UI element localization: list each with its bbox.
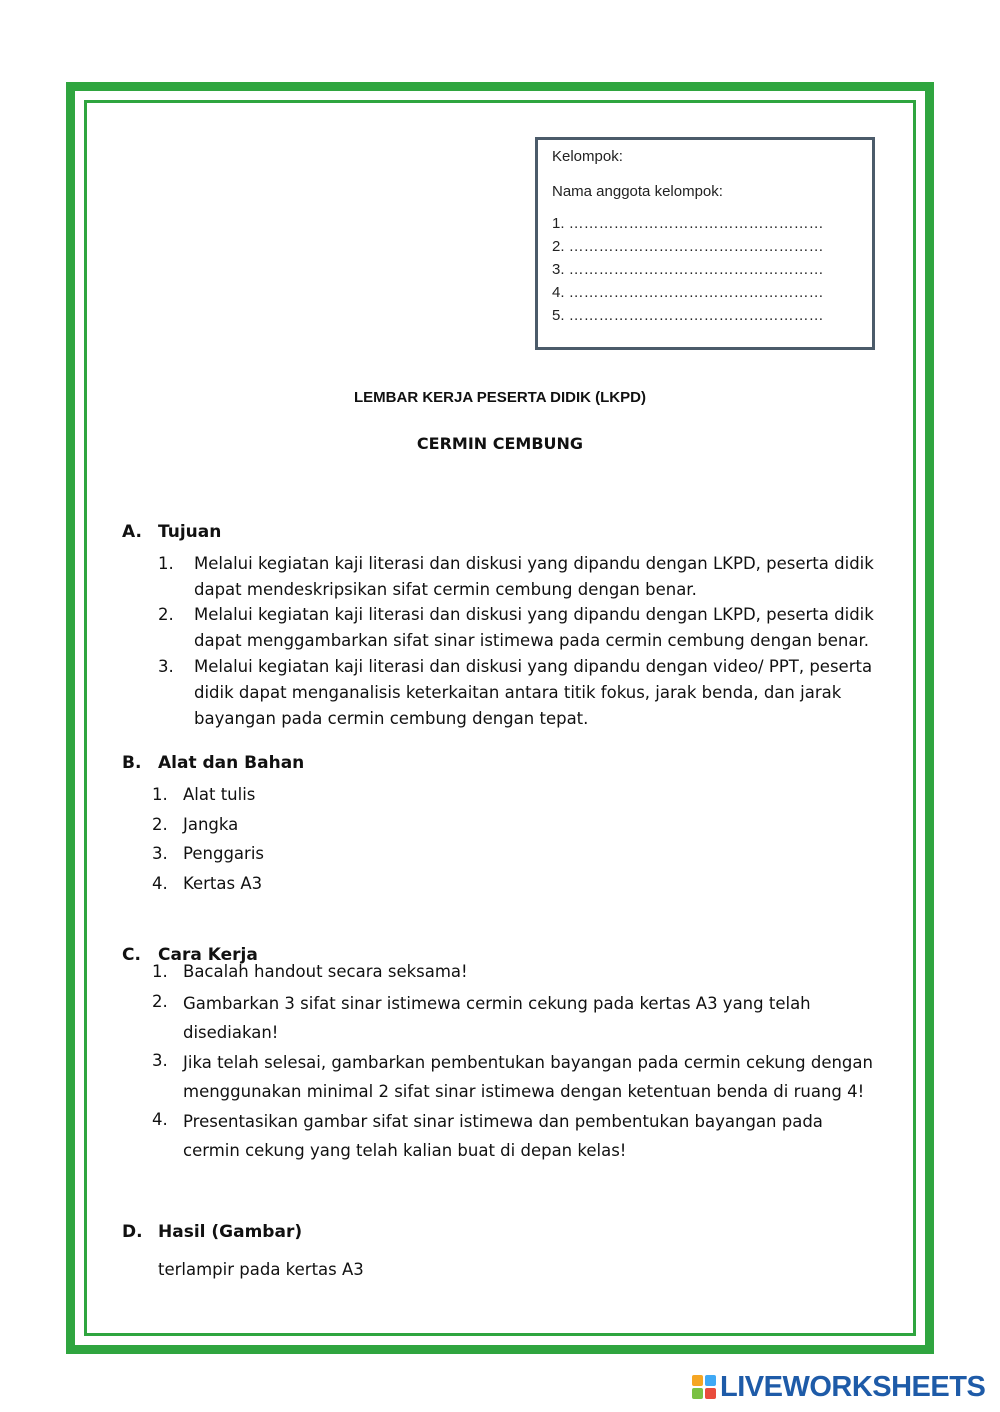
c-item-2-text: [183, 989, 811, 1047]
b-item-2-num: 2.: [152, 815, 168, 834]
c-item-3-line-1: Jika telah selesai, gambarkan pembentukan bayangan pada cermin cekung dengan: [183, 1053, 873, 1072]
section-b-title: Alat dan Bahan: [158, 753, 305, 773]
b-item-4-num: 4.: [152, 874, 168, 893]
c-item-1-text: [183, 959, 468, 985]
member-line-1[interactable]: 1. ……………………………………………: [552, 215, 824, 232]
a-item-3-text: [194, 654, 872, 732]
members-label: Nama anggota kelompok:: [552, 183, 723, 200]
c-item-4-line-2: cermin cekung yang telah kalian buat di depan kelas!: [183, 1141, 627, 1160]
section-a-letter: A.: [122, 522, 142, 542]
section-d-title: Hasil (Gambar): [158, 1222, 303, 1242]
a-item-3-num: 3.: [158, 657, 174, 676]
c-item-3-num: 3.: [152, 1051, 168, 1070]
a-item-1-text: [194, 551, 874, 603]
section-c-title: Cara Kerja: [158, 945, 258, 965]
b-item-2-text: Jangka: [183, 815, 239, 834]
c-item-3-line-2: menggunakan minimal 2 sifat sinar istimewa dengan ketentuan benda di ruang 4!: [183, 1082, 865, 1101]
a-item-2-text: [194, 602, 874, 654]
c-item-2-line-1: Gambarkan 3 sifat sinar istimewa cermin cekung pada kertas A3 yang telah: [183, 994, 811, 1013]
logo-square-3: [692, 1388, 703, 1399]
member-line-3[interactable]: 3. ……………………………………………: [552, 261, 824, 278]
b-item-3-num: 3.: [152, 844, 168, 863]
member-line-4[interactable]: 4. ……………………………………………: [552, 284, 824, 301]
c-item-1-line-1: Bacalah handout secara seksama!: [183, 962, 468, 981]
c-item-4-num: 4.: [152, 1110, 168, 1129]
b-item-3-text: Penggaris: [183, 844, 264, 863]
logo-square-4: [705, 1388, 716, 1399]
a-item-3-line-3: bayangan pada cermin cembung dengan tepat.: [194, 709, 589, 728]
document-title: LEMBAR KERJA PESERTA DIDIK (LKPD): [354, 389, 646, 406]
logo-square-1: [692, 1375, 703, 1386]
a-item-2-line-1: Melalui kegiatan kaji literasi dan diskusi yang dipandu dengan LKPD, peserta didik: [194, 605, 874, 624]
liveworksheets-logo-icon: [692, 1375, 716, 1399]
a-item-3-line-1: Melalui kegiatan kaji literasi dan diskusi yang dipandu dengan video/ PPT, peserta: [194, 657, 873, 676]
section-d-letter: D.: [122, 1222, 143, 1242]
section-a-heading: [122, 522, 221, 542]
c-item-4-line-1: Presentasikan gambar sifat sinar istimewa dan pembentukan bayangan pada: [183, 1112, 823, 1131]
section-b-heading: [122, 753, 304, 773]
member-line-2[interactable]: 2. ……………………………………………: [552, 238, 824, 255]
c-item-4-text: [183, 1107, 823, 1165]
section-d-text: terlampir pada kertas A3: [158, 1260, 364, 1279]
logo-square-2: [705, 1375, 716, 1386]
group-info-box: [535, 137, 875, 350]
b-item-4-text: Kertas A3: [183, 874, 263, 893]
a-item-2-line-2: dapat menggambarkan sifat sinar istimewa pada cermin cembung dengan benar.: [194, 631, 870, 650]
b-item-1-text: Alat tulis: [183, 785, 256, 804]
a-item-1-num: 1.: [158, 554, 174, 573]
liveworksheets-brand: [692, 1372, 985, 1402]
c-item-2-num: 2.: [152, 992, 168, 1011]
section-b-letter: B.: [122, 753, 142, 773]
group-label: Kelompok:: [552, 148, 623, 165]
a-item-3-line-2: didik dapat menganalisis keterkaitan antara titik fokus, jarak benda, dan jarak: [194, 683, 842, 702]
c-item-1-num: 1.: [152, 962, 168, 981]
member-line-5[interactable]: 5. ……………………………………………: [552, 307, 824, 324]
a-item-2-num: 2.: [158, 605, 174, 624]
section-a-title: Tujuan: [158, 522, 222, 542]
c-item-2-line-2: disediakan!: [183, 1023, 279, 1042]
b-item-1-num: 1.: [152, 785, 168, 804]
section-c-letter: C.: [122, 945, 141, 965]
brand-name: LIVEWORKSHEETS: [720, 1370, 986, 1403]
section-d-heading: [122, 1222, 302, 1242]
a-item-1-line-1: Melalui kegiatan kaji literasi dan diskusi yang dipandu dengan LKPD, peserta didik: [194, 554, 874, 573]
c-item-3-text: [183, 1048, 873, 1106]
a-item-1-line-2: dapat mendeskripsikan sifat cermin cembung dengan benar.: [194, 580, 697, 599]
document-subtitle: CERMIN CEMBUNG: [416, 434, 584, 453]
